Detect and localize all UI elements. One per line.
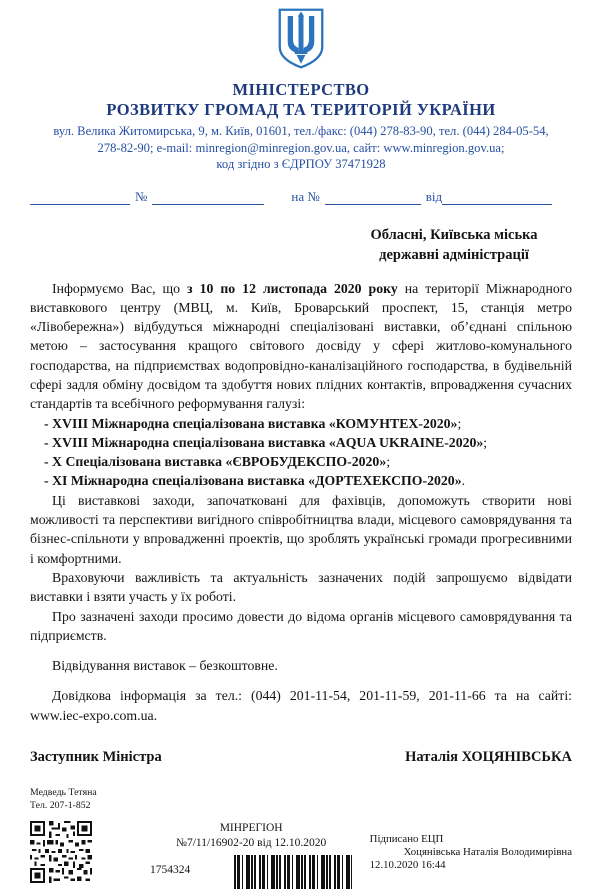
reply-date-label: від [425,188,443,204]
paragraph-request: Про зазначені заходи просимо довести до відома органів місцевого самоврядування та підприємств. [30,608,572,643]
reference-line [30,188,572,205]
exhibition-item-1: - XVIII Міжнародна спеціалізована виставка «КОМУНТЕХ-2020»; [44,415,462,431]
recipient-line-2: державні адміністрації [379,246,529,263]
paragraph-benefits: Ці виставкові заходи, започатковані для фахівців, допоможуть створити нові можливості та перспективи вигідного співробітництва влади, місцевого самоврядування та бізнес-спільноти у впровадженні проектів, що зроблять українські громади прогресивними і комфортними. [30,492,572,566]
reply-date-blank [442,190,552,205]
eds-timestamp: 12.10.2020 16:44 [369,859,446,872]
ukraine-trident-emblem [276,8,326,70]
address-line-3: код згідно з ЄДРПОУ 37471928 [216,157,386,171]
exhibition-item-2: - XVIII Міжнародна спеціалізована виставка «AQUA UKRAINE-2020»; [44,434,488,450]
barcode-number: 1754324 [150,864,191,877]
header-emblem-area [30,8,572,75]
stamp-doc-number: №7/11/16902-20 від 12.10.2020 [176,837,327,850]
ministry-name-line2: РОЗВИТКУ ГРОМАД ТА ТЕРИТОРІЙ УКРАЇНИ [106,100,496,119]
paragraph-invitation: Враховуючи важливість та актуальність зазначених подій запрошуємо відвідати виставки і взяти участь у їх роботі. [30,569,572,605]
eds-signer-name: Хоцянівська Наталія Володимирівна [403,846,572,859]
signer-position: Заступник Міністра [30,749,162,766]
executor-name: Медведь Тетяна [30,787,97,799]
executor-block [30,786,572,812]
barcode-line [150,855,352,889]
ministry-name-line1: МІНІСТЕРСТВО [232,80,370,99]
qr-code [30,821,92,883]
number-label: № [135,188,148,204]
executor-phone: Тел. 207-1-852 [30,800,91,812]
paragraph-contact-info: Довідкова інформація за тел.: (044) 201-11-54, 201-11-59, 201-11-66 та на сайті: www.iec-expo.com.ua. [30,688,572,723]
barcode [234,855,352,889]
recipient-line-1: Обласні, Київська міська [370,226,538,243]
reply-to-number-label: на № [291,188,320,204]
outgoing-date-blank [30,190,130,205]
exhibition-item-3: - X Спеціалізована виставка «ЄВРОБУДЕКСПО-2020»; [44,454,391,470]
intro-text-start: Інформуємо Вас, що [52,280,188,296]
exhibition-item-4: - XI Міжнародна спеціалізована виставка «ДОРТЕХЕКСПО-2020». [44,473,466,489]
eds-label: Підписано ЕЦП [369,833,444,846]
address-line-1: вул. Велика Житомирська, 9, м. Київ, 01601, тел./факс: (044) 278-83-90, тел. (044) 284-05-54, [53,124,549,138]
address-line-2: 278-82-90; e-mail: minregion@minregion.gov.ua, сайт: www.minregion.gov.ua; [97,140,505,155]
stamp-org-name: МІНРЕГІОН [219,822,283,835]
event-dates-bold: з 10 по 12 листопада 2020 року [187,280,398,296]
digital-signature-block [370,821,572,872]
outgoing-number-blank [152,190,264,205]
recipient-block [348,225,560,265]
ministry-address-block [30,123,572,173]
paragraph-free-entry: Відвідування виставок – безкоштовне. [52,658,278,674]
signature-row [30,749,572,766]
letter-body [30,279,572,726]
intro-text-rest: на території Міжнародного виставкового центру (МВЦ, м. Київ, Броварський проспект, 15, станція метро «Лівобережна») відбудуться міжнародні спеціалізовані виставки, об’єднані спільною метою – застосування кращого світового досвіду у сфері житлово-комунального господарства, на підприємствах водопровідно-каналізаційного господарства, в будівельній сфері задля обміну досвідом та здобуття нових плідних контактів, впровадження сучасних стандартів та всебічного реформування галузі: [30,280,572,412]
paragraph-intro [30,279,572,414]
registration-stamp-row [30,821,572,889]
registration-stamp-center [150,821,352,889]
signer-name: Наталія ХОЦЯНІВСЬКА [405,749,572,766]
reply-number-blank [325,190,421,205]
